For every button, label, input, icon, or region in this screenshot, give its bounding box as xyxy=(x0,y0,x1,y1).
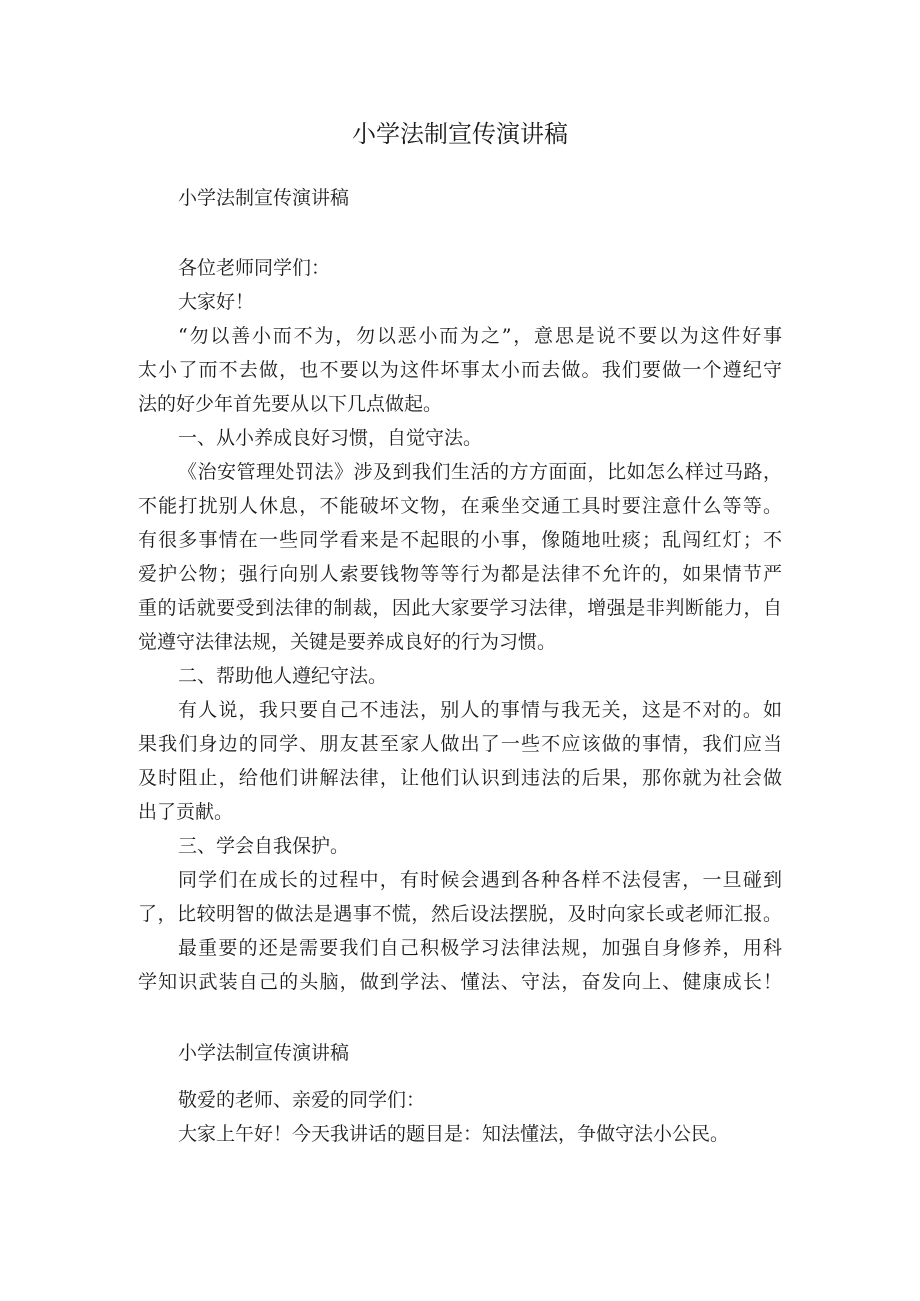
point-heading: 二、帮助他人遵纪守法。 xyxy=(178,665,388,687)
point-heading: 一、从小养成良好习惯，自觉守法。 xyxy=(178,427,483,449)
paragraph-line: 出了贡献。 xyxy=(138,801,234,823)
paragraph-line: 《治安管理处罚法》涉及到我们生活的方方面面，比如怎么样过马路， xyxy=(178,461,782,483)
point-heading: 三、学会自我保护。 xyxy=(178,835,350,857)
greeting: 敬爱的老师、亲爱的同学们： xyxy=(178,1089,426,1111)
greeting: 各位老师同学们： xyxy=(178,257,331,279)
paragraph-line: 最重要的还是需要我们自己积极学习法律法规，加强自身修养，用科 xyxy=(178,937,782,959)
intro-line: 大家上午好！今天我讲话的题目是：知法懂法，争做守法小公民。 xyxy=(178,1123,730,1145)
paragraph-line: 法的好少年首先要从以下几点做起。 xyxy=(138,393,443,415)
document-title: 小学法制宣传演讲稿 xyxy=(352,120,568,148)
paragraph-line: 及时阻止，给他们讲解法律，让他们认识到违法的后果，那你就为社会做 xyxy=(138,767,782,789)
paragraph-line: 觉遵守法律法规，关键是要养成良好的行为习惯。 xyxy=(138,631,557,653)
paragraph-line: 果我们身边的同学、朋友甚至家人做出了一些不应该做的事情，我们应当 xyxy=(138,733,782,755)
paragraph-line: 有很多事情在一些同学看来是不起眼的小事，像随地吐痰；乱闯红灯；不 xyxy=(138,529,782,551)
paragraph-line: 学知识武装自己的头脑，做到学法、懂法、守法，奋发向上、健康成长！ xyxy=(138,971,782,993)
paragraph-line: 了，比较明智的做法是遇事不慌，然后设法摆脱，及时向家长或老师汇报。 xyxy=(138,903,782,925)
paragraph-line: 重的话就要受到法律的制裁，因此大家要学习法律，增强是非判断能力，自 xyxy=(138,597,782,619)
hello: 大家好！ xyxy=(178,291,255,313)
section-heading: 小学法制宣传演讲稿 xyxy=(178,1042,350,1064)
paragraph-line: “勿以善小而不为，勿以恶小而为之”，意思是说不要以为这件好事 xyxy=(178,325,782,347)
paragraph-line: 有人说，我只要自己不违法，别人的事情与我无关，这是不对的。如 xyxy=(178,699,782,721)
paragraph-line: 同学们在成长的过程中，有时候会遇到各种各样不法侵害，一旦碰到 xyxy=(178,869,782,891)
paragraph-line: 太小了而不去做，也不要以为这件坏事太小而去做。我们要做一个遵纪守 xyxy=(138,359,782,381)
paragraph-line: 爱护公物；强行向别人索要钱物等等行为都是法律不允许的，如果情节严 xyxy=(138,563,782,585)
paragraph-line: 不能打扰别人休息，不能破坏文物，在乘坐交通工具时要注意什么等等。 xyxy=(138,495,782,517)
section-heading: 小学法制宣传演讲稿 xyxy=(178,187,350,209)
